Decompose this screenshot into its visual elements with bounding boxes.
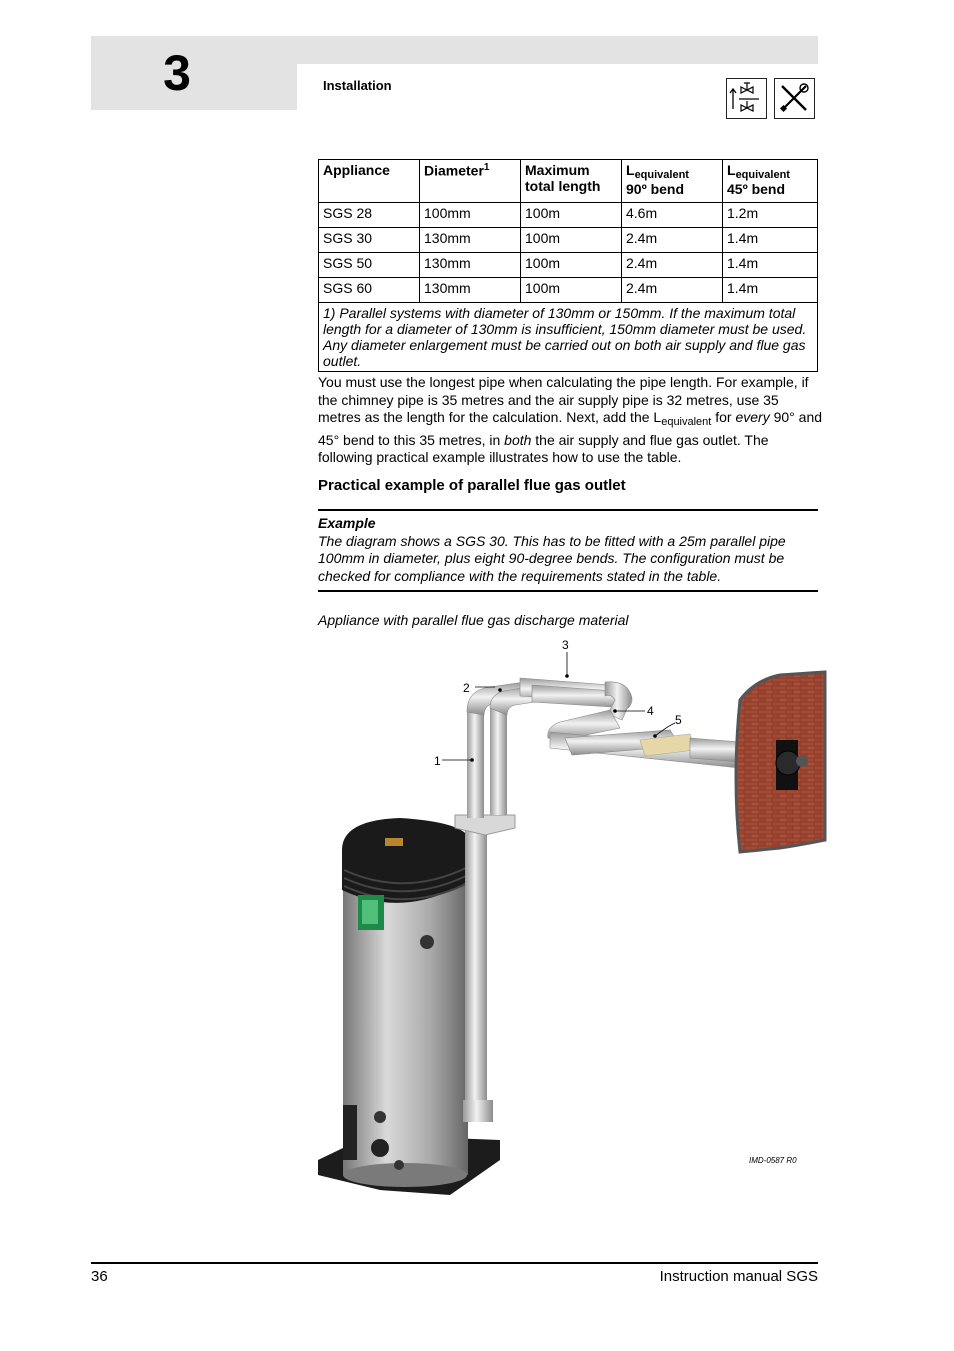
- callout-4: 4: [647, 704, 654, 718]
- col-leq-45: $L_{equivalent}$ 45º bend: [723, 160, 818, 203]
- example-box: [318, 515, 818, 585]
- table-row: SGS 60 130mm 100m 2.4m 1.4m: [319, 278, 818, 303]
- figure-caption: Appliance with parallel flue gas discharge material: [318, 612, 629, 628]
- table-footnote-row: [319, 303, 818, 372]
- figure-code: IMD-0587 R0: [749, 1156, 797, 1165]
- example-top-rule: [318, 509, 818, 511]
- body-paragraph: You must use the longest pipe when calculating the pipe length. For example, if the chimney pipe is 35 metres and the air supply pipe is 32 metres, use 35 metres as the length for the calculation. Next, add the $L_{equivalent}$ for every 90° and 45° bend to this 35 metres, in both the air supply and flue gas outlet. The following practical example illustrates how to use the table.: [318, 374, 823, 466]
- col-diameter: Diameter$^1$: [420, 160, 521, 203]
- callout-3: 3: [562, 638, 569, 652]
- footer-rule: [91, 1262, 818, 1264]
- col-appliance: Appliance: [319, 160, 420, 203]
- example-title: Example: [318, 515, 376, 531]
- section-title: Installation: [323, 78, 392, 93]
- spec-table: [318, 159, 818, 372]
- col-max-length: Maximum total length: [521, 160, 622, 203]
- table-row: SGS 50 130mm 100m 2.4m 1.4m: [319, 253, 818, 278]
- table-row: SGS 30 130mm 100m 2.4m 1.4m: [319, 228, 818, 253]
- water-heater-flue-figure: [310, 630, 830, 1210]
- callout-5: 5: [675, 713, 682, 727]
- pipe-1: [467, 710, 484, 818]
- page-number: 36: [91, 1268, 108, 1285]
- example-bottom-rule: [318, 590, 818, 592]
- col-leq-90: $L_{equivalent}$ 90º bend: [622, 160, 723, 203]
- table-footnote: 1) Parallel systems with diameter of 130mm or 150mm. If the maximum total length for a diameter of 130mm is insufficient, 150mm diameter must be used. Any diameter enlargement must be carried out on both air supply and flue gas outlet.: [319, 303, 818, 372]
- valve-icon: [726, 78, 767, 119]
- callout-2: 2: [463, 681, 470, 695]
- section-heading: Practical example of parallel flue gas outlet: [318, 477, 626, 494]
- chapter-number: 3: [163, 45, 191, 101]
- example-text: The diagram shows a SGS 30. This has to be fitted with a 25m parallel pipe 100mm in diameter, plus eight 90-degree bends. The configuration must be checked for compliance with the requirements stated in the table.: [318, 532, 786, 584]
- tools-icon: [774, 78, 815, 119]
- table-row: SGS 28 100mm 100m 4.6m 1.2m: [319, 203, 818, 228]
- manual-title: Instruction manual SGS: [659, 1268, 818, 1285]
- callout-1: 1: [434, 754, 441, 768]
